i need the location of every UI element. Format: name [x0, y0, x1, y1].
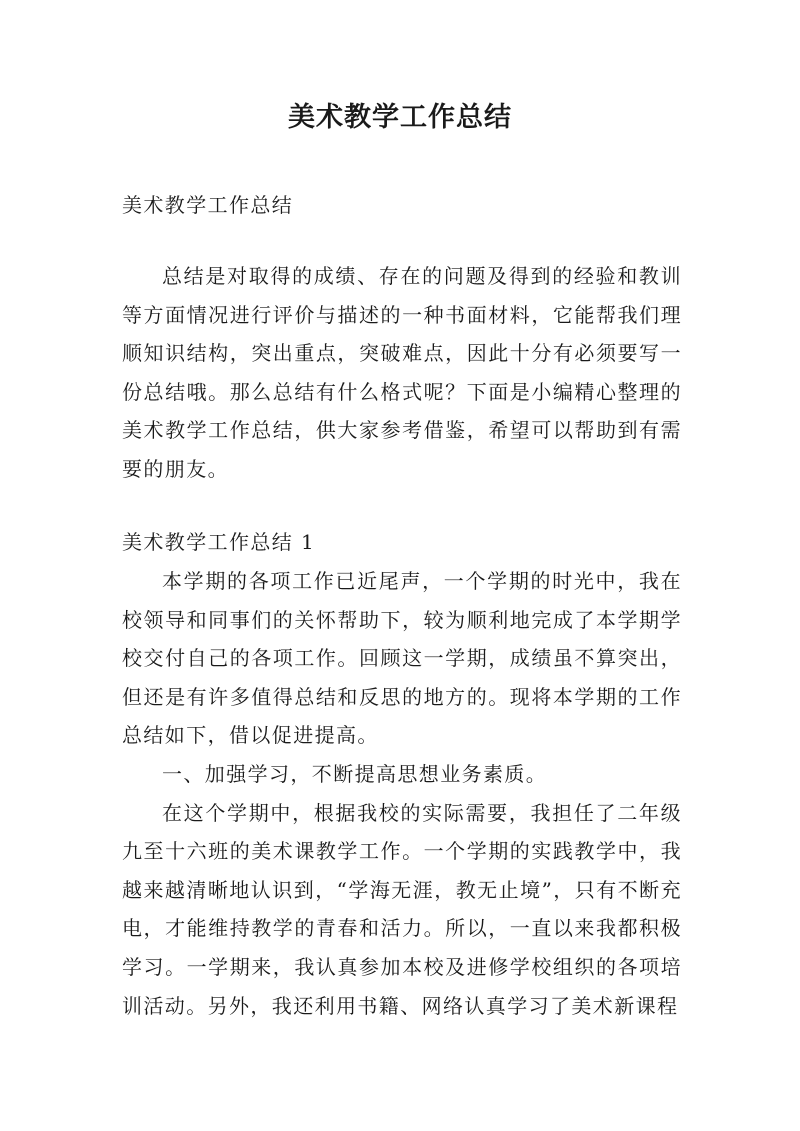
body-paragraph: 在这个学期中，根据我校的实际需要，我担任了二年级九至十六班的美术课教学工作。一个学期的实践教学中，我越来越清晰地认识到，“学海无涯，教无止境”，只有不断充电，才能维持教学的青春和活力。所以，一直以来我都积极学习。一学期来，我认真参加本校及进修学校组织的各项培训活动。另外，我还利用书籍、网络认真学习了美术新课程: [122, 800, 682, 1018]
intro-paragraph: 总结是对取得的成绩、存在的问题及得到的经验和教训等方面情况进行评价与描述的一种书面材料，它能帮我们理顺知识结构，突出重点，突破难点，因此十分有必须要写一份总结哦。那么总结有什么格式呢？下面是小编精心整理的美术教学工作总结，供大家参考借鉴，希望可以帮助到有需要的朋友。: [122, 264, 682, 481]
section-heading: 美术教学工作总结 1: [122, 530, 316, 554]
document-title: 美术教学工作总结: [288, 102, 512, 133]
body-paragraph: 一、加强学习，不断提高思想业务素质。: [162, 761, 548, 786]
body-paragraph: 本学期的各项工作已近尾声，一个学期的时光中，我在校领导和同事们的关怀帮助下，较为顺利地完成了本学期学校交付自己的各项工作。回顾这一学期，成绩虽不算突出，但还是有许多值得总结和反思的地方的。现将本学期的工作总结如下，借以促进提高。: [122, 569, 682, 748]
section-body: [122, 562, 682, 1025]
document-subtitle: 美术教学工作总结: [122, 193, 294, 217]
